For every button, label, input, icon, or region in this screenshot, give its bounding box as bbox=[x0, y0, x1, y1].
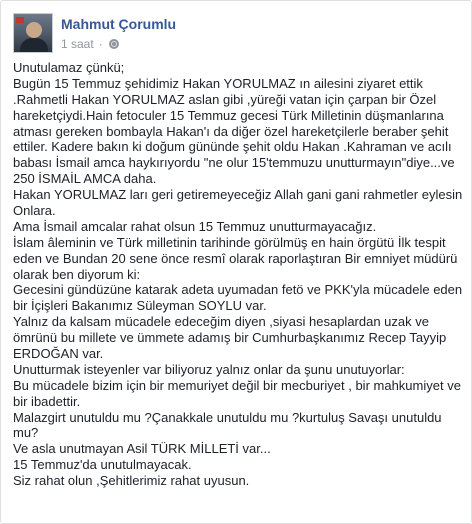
avatar-flag bbox=[16, 17, 24, 23]
post-text-line: Bu mücadele bizim için bir memuriyet değil bir mecburiyet , bir mahkumiyet ve bbox=[13, 377, 461, 393]
post-text-line: eden ve Bundan 20 sene önce resmî olarak raporlaştıran Bir emniyet müdürü bbox=[13, 250, 458, 266]
avatar-head bbox=[26, 22, 42, 38]
post-text-line: Unutulamaz çünkü; bbox=[13, 60, 125, 75]
post-text-line: Yalnız da kalsam mücadele edeceğim diyen ,siyasi hesaplardan uzak ve bbox=[13, 314, 429, 330]
post-text-line: bir İçişleri Bakanımız Süleyman SOYLU var. bbox=[13, 298, 267, 314]
post-text-line: Ve asla unutmayan Asil TÜRK MİLLETİ var... bbox=[13, 441, 271, 457]
post-text-line: Malazgirt unutuldu mu ?Çanakkale unutuldu mu ?kurtuluş Savaşı unutuldu bbox=[13, 409, 442, 425]
post-timestamp[interactable]: 1 saat bbox=[61, 37, 94, 51]
post-text-line: 15 Temmuz'da unutulmayacak. bbox=[13, 457, 192, 473]
post-text-line: .Rahmetli Hakan YORULMAZ aslan gibi ,yüreği vatan için çarpan bir Özel bbox=[13, 91, 437, 107]
post-text-line: babası İsmail amca haykırıyordu "ne olur 15'temmuzu unutturmayın"diye...ve bbox=[13, 155, 455, 171]
post-text-line: İslam âleminin ve Türk milletinin tarihinde görülmüş en hain örgütü İlk tespit bbox=[13, 234, 446, 250]
post-text-line: Bugün 15 Temmuz şehidimiz Hakan YORULMAZ ın ailesini ziyaret ettik bbox=[13, 75, 423, 91]
post-text-line: Ama İsmail amcalar rahat olsun 15 Temmuz unutturmayacağız. bbox=[13, 218, 377, 234]
post-text-line: ERDOĞAN var. bbox=[13, 346, 104, 362]
post-meta bbox=[61, 37, 119, 51]
meta-separator: · bbox=[98, 37, 103, 51]
post-header bbox=[13, 13, 453, 53]
author-name[interactable]: Mahmut Çorumlu bbox=[61, 16, 177, 32]
post-text-line: hareketçiydi.Hain fetoculer 15 Temmuz gecesi Türk Milletinin düşmanlarına bbox=[13, 107, 444, 123]
post-text-line: atması gereken bombayla Hakan'ı da diğer özel hareketçilerle beraber şehit bbox=[13, 123, 449, 139]
post-text-line: mu? bbox=[13, 425, 39, 441]
post-text-line: Hakan YORULMAZ ları geri getiremeyeceğiz Allah gani gani rahmetler eylesin bbox=[13, 187, 463, 203]
post-text-line: Onlara. bbox=[13, 203, 56, 219]
post-text-line: olarak ben diyorum ki: bbox=[13, 266, 141, 282]
author-avatar[interactable] bbox=[13, 13, 53, 53]
post-body-text bbox=[13, 60, 465, 489]
post-text-line: ömrünü bu millete ve ümmete adamış bir Cumhurbaşkanımız Recep Tayyip bbox=[13, 330, 447, 346]
post-text-line: Gecesini gündüzüne katarak adeta uyumadan fetö ve PKK'yla mücadele eden bbox=[13, 282, 463, 298]
post-text-line: Unutturmak isteyenler var biliyoruz yalnız onlar da şunu unutuyorlar: bbox=[13, 361, 405, 377]
post-text-line: 250 İSMAİL AMCA daha. bbox=[13, 171, 157, 187]
post-text-line: Siz rahat olun ,Şehitlerimiz rahat uyusun. bbox=[13, 473, 250, 489]
globe-icon[interactable] bbox=[109, 39, 119, 49]
avatar-body bbox=[20, 38, 48, 53]
post-text-line: ettiler. Kadere bakın ki doğum gününde şehit oldu Hakan .Kahraman ve acılı bbox=[13, 139, 452, 155]
post-text-line: bir ibadettir. bbox=[13, 393, 81, 409]
